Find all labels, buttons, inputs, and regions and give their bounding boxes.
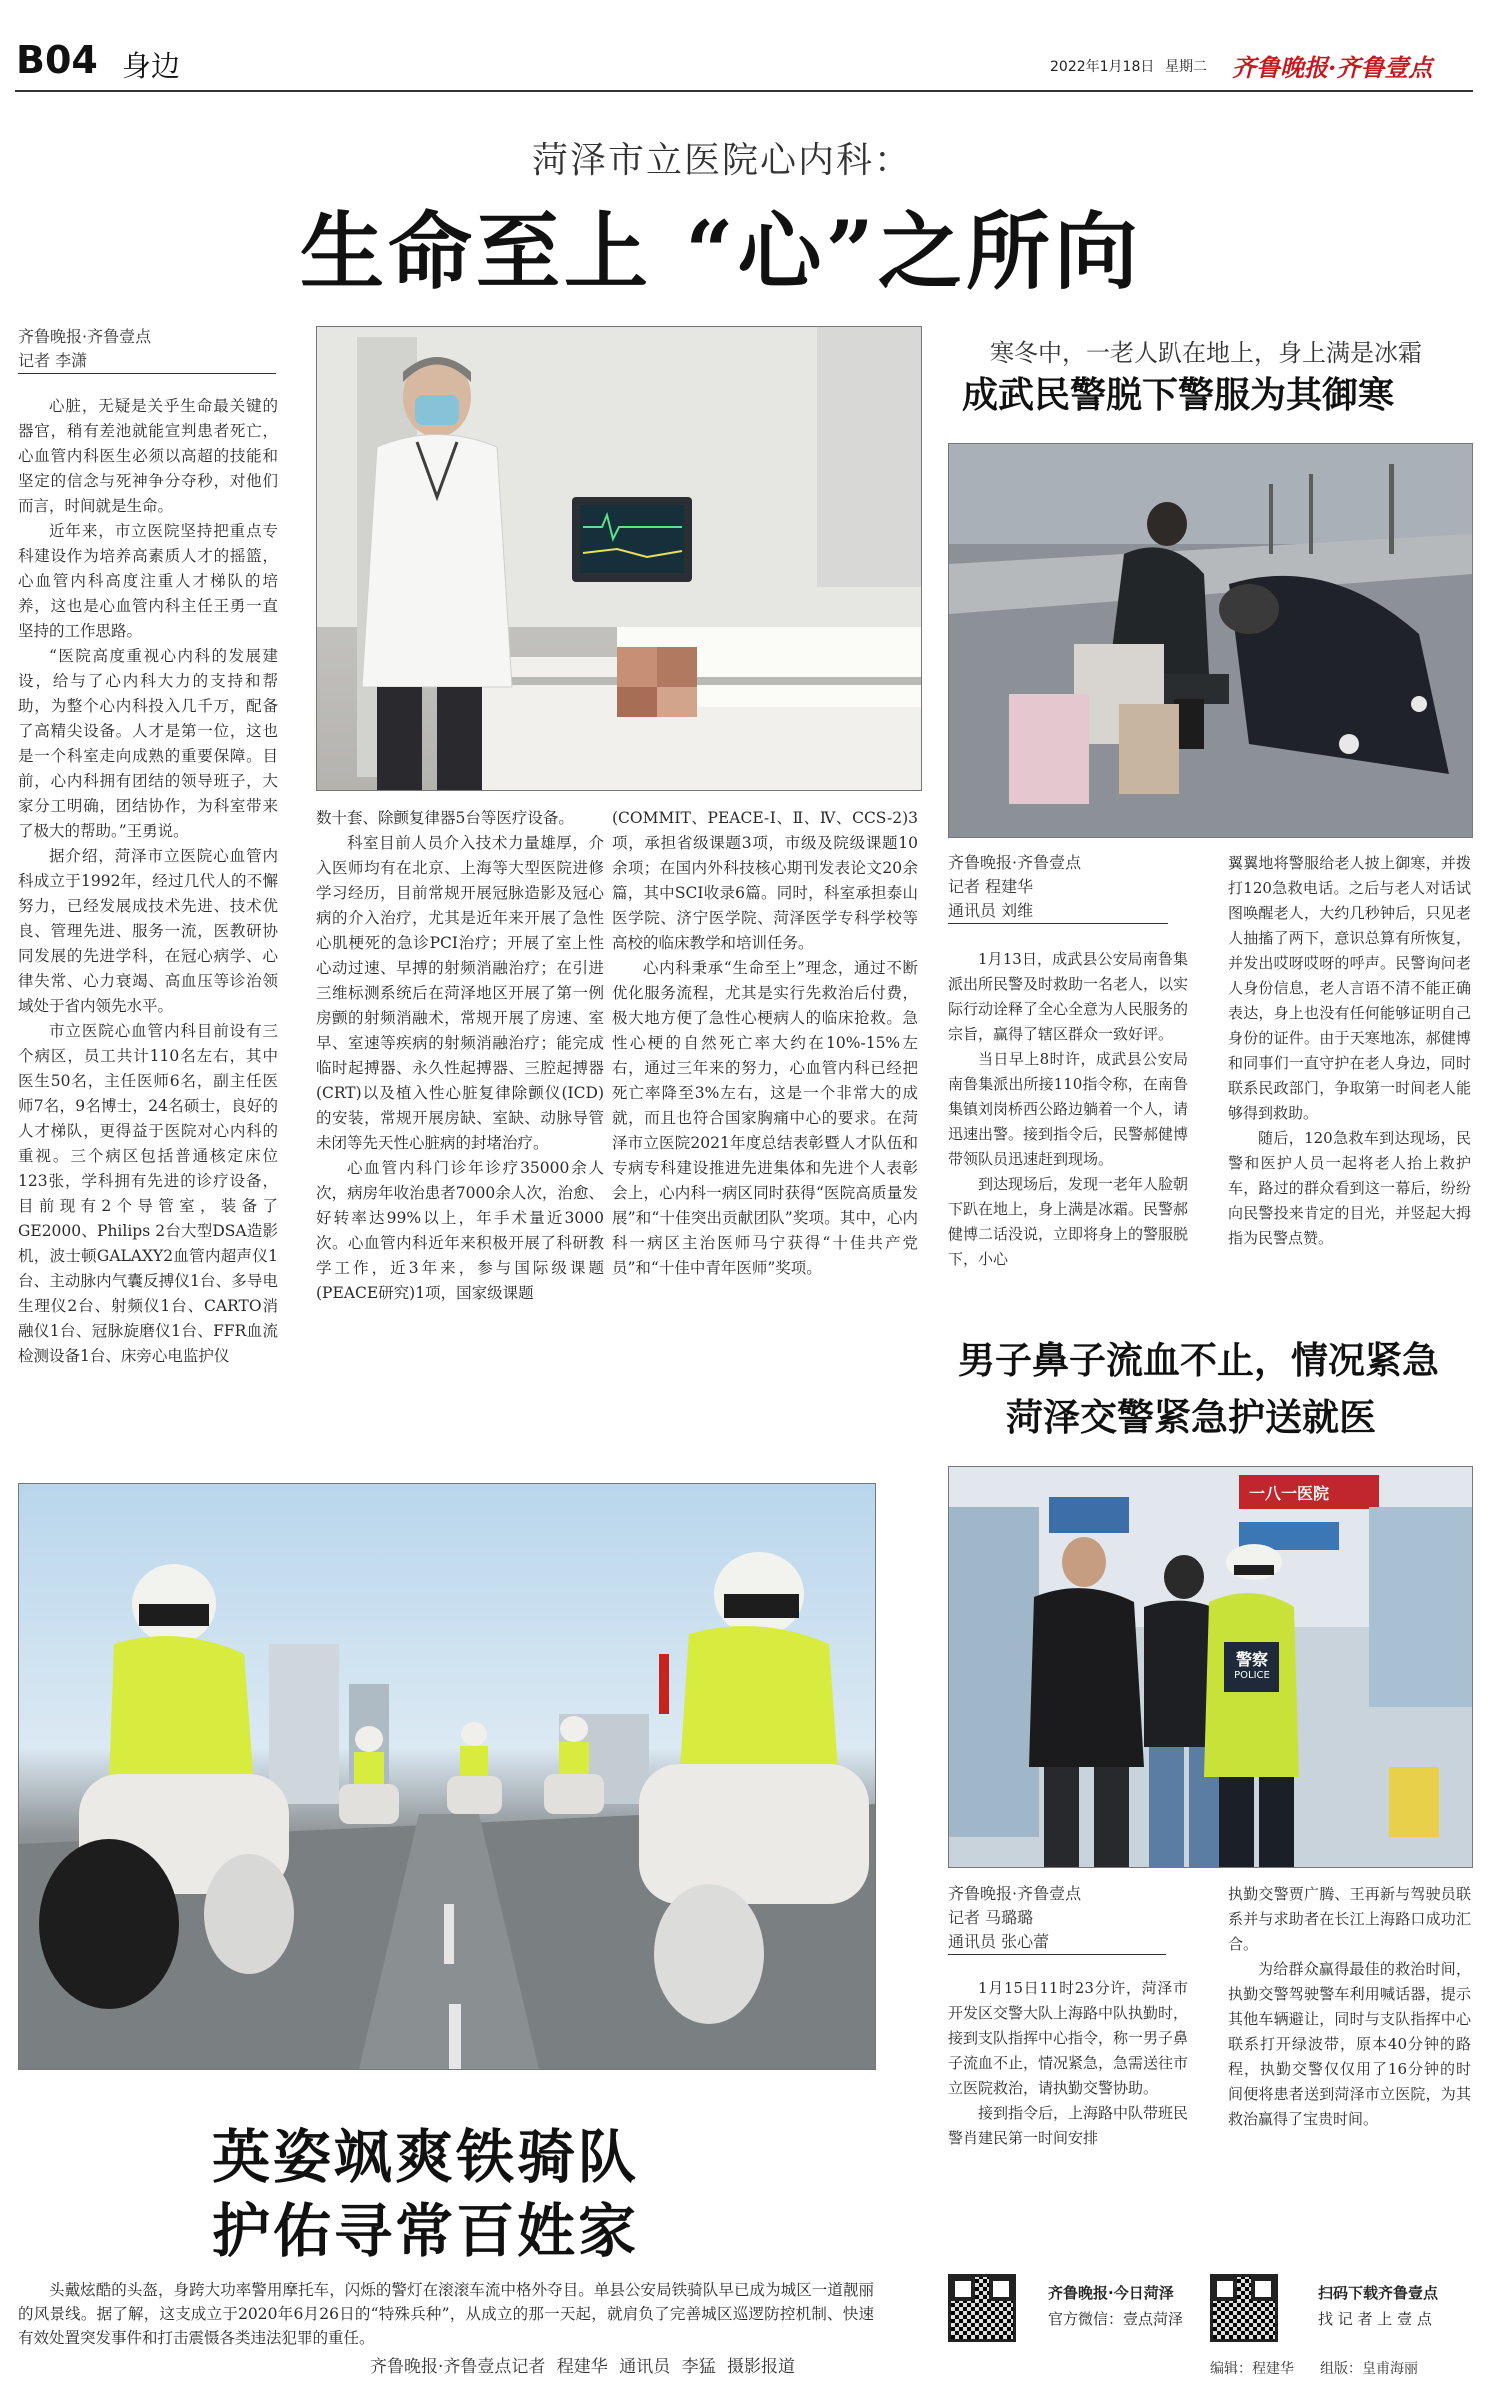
article3-paragraph: 执勤交警贾广腾、王再新与驾驶员联系并与求助者在长江上海路口成功汇合。: [1228, 1885, 1471, 1953]
article1-column-1: [18, 394, 278, 1369]
article2-headline: 成武民警脱下警服为其御寒: [962, 374, 1395, 416]
article4-headline-line2: 护佑寻常百姓家: [212, 2197, 640, 2265]
article2-column-2: [1228, 851, 1471, 1251]
article1-paragraph: 心内科秉承“生命至上”理念，通过不断优化服务流程，尤其是实行先救治后付费，极大地方便了急性心梗病人的临床抢救。急性心梗的自然死亡率大约在10%-15%左右，通过三年来的努力，心血管内科已经把死亡率降至3%左右，这是一个非常大的成就，而且也符合国家胸痛中心的要求。在菏泽市立医院2021年度总结表彰暨人才队伍和专病专科建设推进先进集体和先进个人表彰会上，心内科一病区同时获得“医院高质量发展”和“十佳突出贡献团队”奖项。其中，心内科一病区主治医师马宁获得“十佳共产党员”和“十佳中青年医师”奖项。: [612, 959, 918, 1277]
article3-reporter: 记者 马璐璐: [948, 1908, 1034, 1927]
article1-paragraph: 心脏，无疑是关乎生命最关键的器官，稍有差池就能宣判患者死亡，心血管内科医生必须以高超的技能和坚定的信念与死神争分夺秒，对他们而言，时间就是生命。: [18, 397, 278, 515]
issue-date: 2022年1月18日: [1050, 59, 1155, 75]
doctor-ward-photo: [316, 326, 922, 791]
qr1-caption-line2: 官方微信：壹点菏泽: [1048, 2310, 1184, 2328]
qr1-caption-line1: 齐鲁晚报·今日菏泽: [1048, 2284, 1174, 2302]
footer-editor: 编辑：程建华: [1210, 2361, 1294, 2377]
article2-kicker: 寒冬中，一老人趴在地上，身上满是冰霜: [990, 339, 1422, 367]
police-elderly-photo: [948, 443, 1473, 838]
qr2-caption-line2: 找 记 者 上 壹 点: [1318, 2310, 1432, 2328]
article1-source: 齐鲁晚报·齐鲁壹点: [18, 327, 152, 346]
newspaper-brand: 齐鲁晚报·齐鲁壹点: [1232, 53, 1433, 82]
masthead-rule: [15, 90, 1473, 92]
article3-column-2: [1228, 1882, 1471, 2132]
section-name: 身边: [122, 49, 181, 83]
article3-byline: [948, 1882, 1166, 1955]
article3-column-1: [948, 1976, 1188, 2151]
article1-column-3: [612, 806, 918, 1281]
police-elderly-illustration: [949, 444, 1472, 837]
issue-weekday: 星期二: [1165, 59, 1207, 75]
vest-sub-text: POLICE: [1234, 1670, 1270, 1681]
article2-paragraph: 当日早上8时许，成武县公安局南鲁集派出所接110指令称，在南鲁集镇刘岗桥西公路边躺着一个人，请迅速出警。接到指令后，民警郝健博带领队员迅速赶到现场。: [948, 1050, 1189, 1168]
article2-paragraph: 到达现场后，发现一老年人脸朝下趴在地上，身上满是冰霜。民警郝健博二话没说，立即将身上的警服脱下，小心: [948, 1175, 1189, 1268]
qr2-caption-line1: 扫码下载齐鲁壹点: [1318, 2284, 1439, 2302]
article3-headline-line1: 男子鼻子流血不止，情况紧急: [958, 1338, 1439, 1382]
article1-paragraph: 近年来，市立医院坚持把重点专科建设作为培养高素质人才的摇篮，心血管内科高度注重人才梯队的培养，这也是心血管内科主任王勇一直坚持的工作思路。: [18, 522, 278, 640]
doctor-ward-illustration: [317, 327, 921, 790]
motorcycle-squad-photo: [18, 1483, 876, 2070]
article2-column-1: [948, 947, 1188, 1272]
article1-paragraph: 科室目前人员介入技术力量雄厚，介入医师均有在北京、上海等大型医院进修学习经历，目前常规开展冠脉造影及冠心病的介入治疗，尤其是近年来开展了急性心肌梗死的急诊PCI治疗；开展了室上性心动过速、早搏的射频消融治疗；在引进三维标测系统后在菏泽地区开展了第一例房颤的射频消融术，常规开展了房速、室早、室速等疾病的射频消融治疗；能完成临时起搏器、永久性起搏器、三腔起搏器(CRT)以及植入性心脏复律除颤仪(ICD)的安装，常规开展房缺、室缺、动脉导管未闭等先天性心脏病的封堵治疗。: [316, 834, 604, 1152]
article1-paragraph: “医院高度重视心内科的发展建设，给与了心内科大力的支持和帮助，为整个心内科投入几千万，配备了高精尖设备。人才是第一位，这也是一个科室走向成熟的重要保障。目前，心内科拥有团结的领导班子，大家分工明确，团结协作，为科室带来了极大的帮助。”王勇说。: [18, 647, 278, 840]
article1-paragraph: 据介绍，菏泽市立医院心血管内科成立于1992年，经过几代人的不懈努力，已经发展成技术先进、技术优良、管理先进、服务一流，医教研协同发展的先进学科，在冠心病学、心律失常、心力衰竭、高血压等诊治领域处于省内领先水平。: [18, 847, 278, 1015]
article2-source: 齐鲁晚报·齐鲁壹点: [948, 853, 1082, 872]
article4-headline-line1: 英姿飒爽铁骑队: [212, 2123, 640, 2191]
traffic-police-hospital-illustration: [949, 1467, 1472, 1867]
article1-paragraph: 市立医院心血管内科目前设有三个病区，员工共计110名左右，其中医生50名，主任医师6名，副主任医师7名，9名博士，24名硕士，良好的人才梯队，更得益于医院对心内科的重视。三个病区包括普通核定床位123张，学科拥有先进的诊疗设备，目前现有2个导管室，装备了GE2000、Philips 2台大型DSA造影机，波士顿GALAXY2血管内超声仪1台、主动脉内气囊反搏仪1台、多导电生理仪2台、射频仪1台、CARTO消融仪1台、冠脉旋磨仪1台、FFR血流检测设备1台、床旁心电监护仪: [18, 1022, 278, 1365]
page-number: B04: [16, 38, 98, 82]
article3-paragraph: 1月15日11时23分许，菏泽市开发区交警大队上海路中队执勤时，接到支队指挥中心指令，称一男子鼻子流血不止，情况紧急，急需送往市立医院救治，请执勤交警协助。: [948, 1979, 1189, 2097]
article3-source: 齐鲁晚报·齐鲁壹点: [948, 1884, 1082, 1903]
article2-correspondent: 通讯员 刘维: [948, 899, 1168, 924]
article2-paragraph: 随后，120急救车到达现场，民警和医护人员一起将老人抬上救护车，路过的群众看到这一幕后，纷纷向民警投来肯定的目光，并竖起大拇指为民警点赞。: [1228, 1129, 1471, 1247]
article3-paragraph: 为给群众赢得最佳的救治时间，执勤交警驾驶警车利用喊话器，提示其他车辆避让，同时与支队指挥中心联系打开绿波带，原本40分钟的路程，执勤交警仅仅用了16分钟的时间便将患者送到菏泽市立医院，为其救治赢得了宝贵时间。: [1228, 1960, 1471, 2128]
article2-reporter: 记者 程建华: [948, 877, 1034, 896]
qr2-caption: [1318, 2280, 1438, 2332]
article3-paragraph: 接到指令后，上海路中队带班民警肖建民第一时间安排: [948, 2104, 1189, 2147]
article1-paragraph: 数十套、除颤复律器5台等医疗设备。: [316, 809, 574, 827]
article1-headline: 生命至上 “心”之所向: [300, 202, 1142, 301]
article1-column-2: [316, 806, 604, 1306]
qr-code-wechat[interactable]: [948, 2274, 1016, 2342]
qr1-caption: [1048, 2280, 1183, 2332]
article4-body: 头戴炫酷的头盔，身跨大功率警用摩托车，闪烁的警灯在滚滚车流中格外夺目。单县公安局铁骑队早已成为城区一道靓丽的风景线。据了解，这支成立于2020年6月26日的“特殊兵种”，从成立的那一天起，就肩负了完善城区巡逻防控机制、快速有效处置突发事件和打击震慑各类违法犯罪的重任。: [18, 2281, 874, 2347]
article2-paragraph: 1月13日，成武县公安局南鲁集派出所民警及时救助一名老人，以实际行动诠释了全心全意为人民服务的宗旨，赢得了辖区群众一致好评。: [948, 950, 1189, 1043]
motorcycle-squad-illustration: [19, 1484, 875, 2069]
article3-headline-line2: 菏泽交警紧急护送就医: [1006, 1395, 1376, 1439]
article3-correspondent: 通讯员 张心蕾: [948, 1930, 1166, 1955]
article1-paragraph: (COMMIT、PEACE-Ⅰ、Ⅱ、Ⅳ、CCS-2)3项，承担省级课题3项，市级及院级课题10余项；在国内外科技核心期刊发表论文20余篇，其中SCI收录6篇。同时，科室承担泰山医学院、济宁医学院、菏泽医学专科学校等高校的临床教学和培训任务。: [612, 809, 918, 952]
footer-designer: 组版：皇甫海丽: [1320, 2361, 1418, 2377]
article1-reporter: 记者 李潇: [18, 349, 276, 374]
qr-code-app-download[interactable]: [1210, 2274, 1278, 2342]
article1-byline: [18, 325, 278, 374]
vest-main-text: 警察: [1235, 1650, 1268, 1669]
article4-credit: 齐鲁晚报·齐鲁壹点记者 程建华 通讯员 李猛 摄影报道: [370, 2357, 796, 2377]
article2-paragraph: 翼翼地将警服给老人披上御寒，并拨打120急救电话。之后与老人对话试图唤醒老人，大约几秒钟后，只见老人抽搐了两下，意识总算有所恢复，并发出哎呀哎呀的呼声。民警询问老人身份信息，老人言语不清不能正确表达，身上也没有任何能够证明自己身份的证件。由于天寒地冻，郝健博和同事们一直守护在老人身边，同时联系民政部门，争取第一时间老人能够得到救助。: [1228, 854, 1471, 1122]
traffic-police-hospital-photo: [948, 1466, 1473, 1868]
article1-kicker: 菏泽市立医院心内科：: [532, 140, 913, 181]
article2-byline: [948, 851, 1168, 924]
article1-paragraph: 心血管内科门诊年诊疗35000余人次，病房年收治患者7000余人次，治愈、好转率达99%以上，年手术量近3000次。心血管内科近年来积极开展了科研教学工作，近3年来，参与国际级课题(PEACE研究)1项，国家级课题: [316, 1159, 604, 1302]
police-vest-text: [1227, 1647, 1277, 1681]
hospital-sign-text: 一八一医院: [1249, 1484, 1330, 1503]
